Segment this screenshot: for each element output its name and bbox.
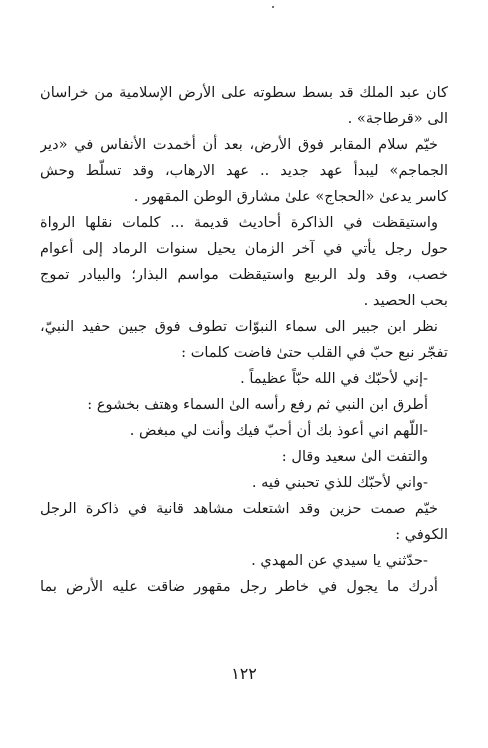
page-number: ١٢٢ bbox=[231, 664, 257, 683]
text-line: الجماجم» ليبدأ عهد جديد .. عهد الارهاب، وقد تسلّط وحش bbox=[40, 162, 448, 179]
text-line: والتفت الىٰ سعيد وقال : bbox=[281, 448, 428, 465]
text-line: تفجّر نبع حبّ في القلب حتىٰ فاضت كلمات : bbox=[181, 344, 448, 361]
text-line: -واني لأحبّك للذي تحبني فيه . bbox=[251, 474, 428, 491]
text-line: أطرق ابن النبي ثم رفع رأسه الىٰ السماء وهتف بخشوع : bbox=[87, 396, 428, 413]
text-line: بحب الحصيد . bbox=[363, 292, 448, 309]
text-line: كان عبد الملك قد بسط سطوته على الأرض الإسلامية من خراسان bbox=[40, 84, 448, 101]
text-line: -إني لأحبّك في الله حبّاً عظيماً . bbox=[240, 370, 428, 387]
text-line: كاسر يدعىٰ «الحجاج» علىٰ مشارق الوطن المقهور . bbox=[133, 188, 448, 205]
text-line: الكوفي : bbox=[395, 526, 448, 543]
text-line: أدرك ما يجول في خاطر رجل مقهور ضاقت عليه الأرض بما bbox=[40, 578, 438, 595]
print-mark-dot bbox=[272, 6, 274, 8]
text-line: -حدّثني يا سيدي عن المهدي . bbox=[251, 552, 428, 569]
text-line: الى «قرطاجة» . bbox=[347, 110, 448, 127]
text-line: نظر ابن جبير الى سماء النبوّات تطوف فوق جبين حفيد النبيّ، bbox=[40, 318, 438, 335]
text-line: خيّم سلام المقابر فوق الأرض، بعد أن أخمدت الأنفاس في «دير bbox=[40, 136, 438, 153]
text-line: خيّم صمت حزين وقد اشتعلت مشاهد قانية في ذاكرة الرجل bbox=[40, 500, 438, 517]
page-body-text bbox=[40, 80, 448, 600]
text-line: واستيقظت في الذاكرة أحاديث قديمة ... كلمات نقلها الرواة bbox=[40, 214, 438, 231]
text-line: خصب، وقد ولد الربيع واستيقظت مواسم البذار؛ والبيادر تموج bbox=[40, 266, 448, 283]
text-line: حول رجل يأتي في آخر الزمان يحيل سنوات الرماد إلى أعوام bbox=[40, 240, 448, 257]
text-line: -اللّهم اني أعوذ بك أن أحبّ فيك وأنت لي مبغض . bbox=[129, 422, 428, 439]
